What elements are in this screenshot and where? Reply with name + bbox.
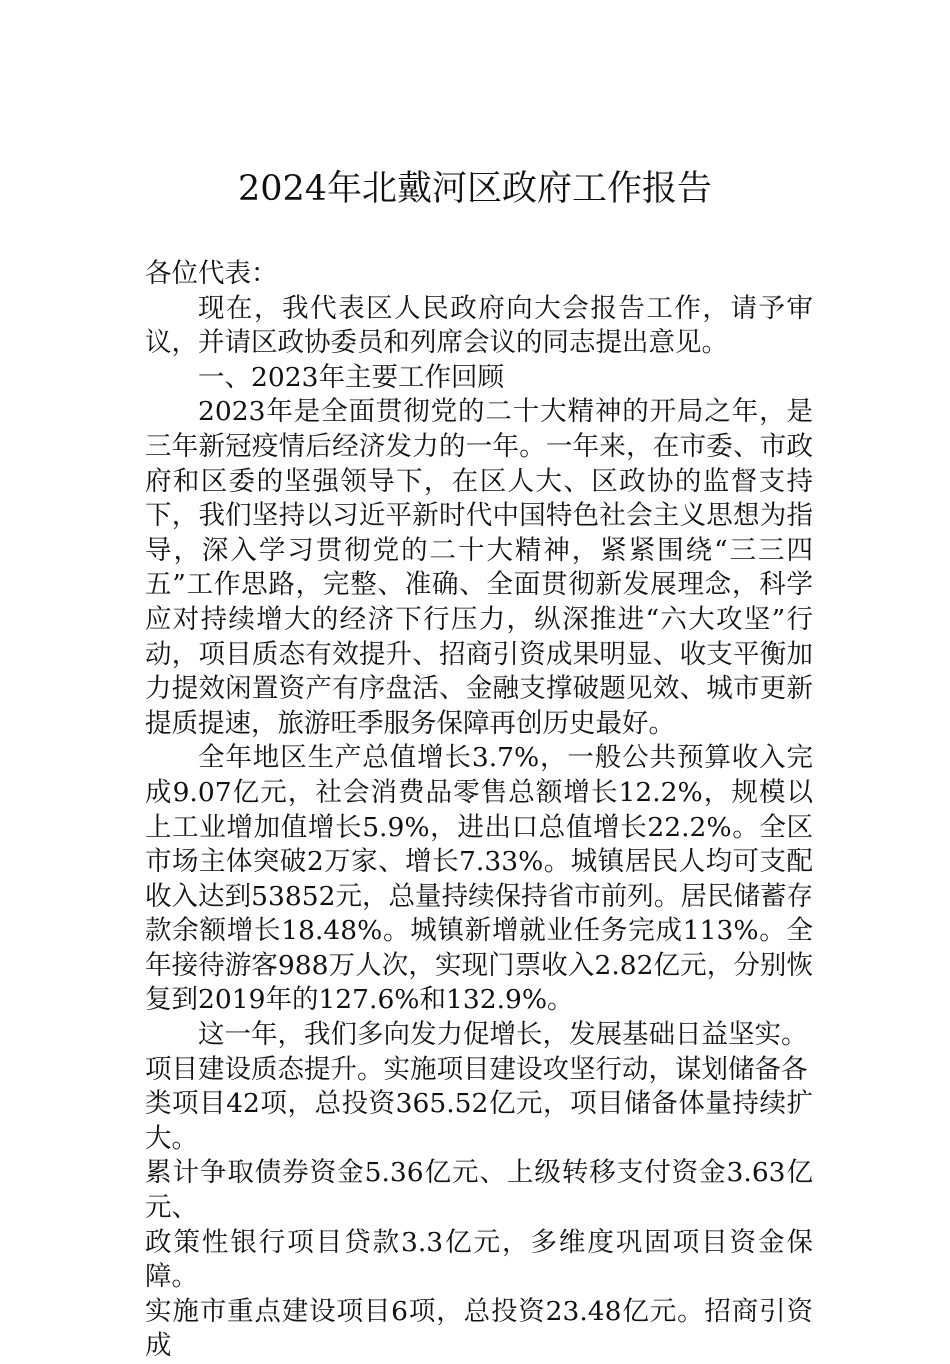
document-body bbox=[145, 257, 813, 1364]
paragraph-statistics: 全年地区生产总值增长3.7%，一般公共预算收入完成9.07亿元，社会消费品零售总额增长12.2%，规模以上工业增加值增长5.9%，进出口总值增长22.2%。全区市场主体突破2万家、增长7.33%。城镇居民人均可支配收入达到53852元，总量持续保持省市前列。居民储蓄存款余额增长18.48%。城镇新增就业任务完成113%。全年接待游客988万人次，实现门票收入2.82亿元，分别恢复到2019年的127.6%和132.9%。 bbox=[145, 742, 813, 1016]
text-line: 实施市重点建设项目6项，总投资23.48亿元。招商引资成 bbox=[145, 1295, 813, 1362]
text-line: 项目建设质态提升。实施项目建设攻坚行动，谋划储备各 bbox=[145, 1053, 808, 1085]
section-heading: 一、2023年主要工作回顾 bbox=[198, 361, 504, 393]
text-line: 类项目42项，总投资365.52亿元，项目储备体量持续扩大。 bbox=[145, 1088, 813, 1154]
paragraph-intro: 现在，我代表区人民政府向大会报告工作，请予审议，并请区政协委员和列席会议的同志提出意见。 bbox=[145, 292, 813, 359]
salutation: 各位代表： bbox=[145, 258, 278, 289]
text-line: 累计争取债券资金5.36亿元、上级转移支付资金3.63亿元、 bbox=[145, 1157, 813, 1224]
text-line: 政策性银行项目贷款3.3亿元，多维度巩固项目资金保障。 bbox=[145, 1226, 813, 1293]
paragraph-overview: 2023年是全面贯彻党的二十大精神的开局之年，是三年新冠疫情后经济发力的一年。一年来，在市委、市政府和区委的坚强领导下，在区人大、区政协的监督支持下，我们坚持以习近平新时代中国特色社会主义思想为指导，深入学习贯彻党的二十大精神，紧紧围绕“三三四五”工作思路，完整、准确、全面贯彻新发展理念，科学应对持续增大的经济下行压力，纵深推进“六大攻坚”行动，项目质态有效提升、招商引资成果明显、收支平衡加力提效闲置资产有序盘活、金融支撑破题见效、城市更新提质提速，旅游旺季服务保障再创历史最好。 bbox=[145, 396, 813, 739]
document-title: 2024年北戴河区政府工作报告 bbox=[237, 169, 713, 209]
paragraph-development: 这一年，我们多向发力促增长，发展基础日益坚实。 bbox=[198, 1019, 808, 1051]
